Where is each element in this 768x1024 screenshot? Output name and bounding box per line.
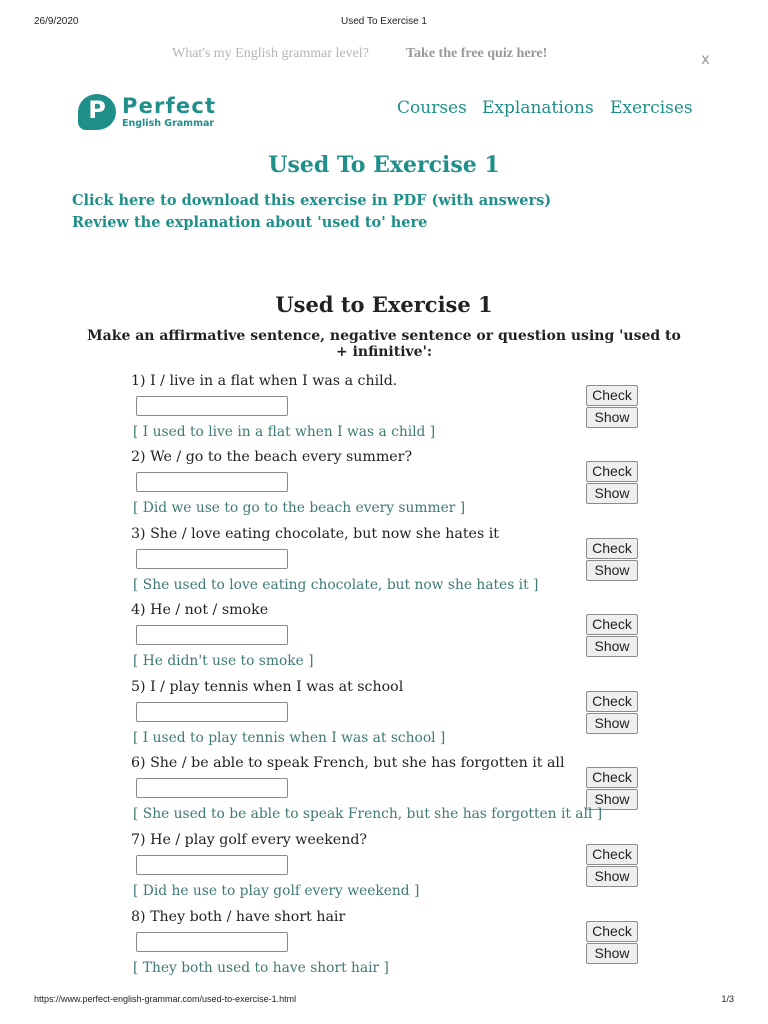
question-item: [0, 449, 768, 525]
nav-courses[interactable]: Courses: [397, 98, 467, 118]
check-button[interactable]: Check: [586, 461, 638, 482]
exercise-instructions: Make an affirmative sentence, negative sentence or question using 'used to + infinitive':: [87, 328, 681, 360]
question-prompt: 1) I / live in a flat when I was a child.: [131, 373, 398, 389]
show-button[interactable]: Show: [586, 866, 638, 887]
check-button[interactable]: Check: [586, 844, 638, 865]
check-button[interactable]: Check: [586, 385, 638, 406]
review-explanation-link[interactable]: Review the explanation about 'used to' here: [72, 214, 428, 231]
close-icon[interactable]: x: [701, 50, 710, 68]
question-prompt: 6) She / be able to speak French, but she has forgotten it all: [131, 755, 565, 771]
question-item: [0, 602, 768, 678]
question-prompt: 4) He / not / smoke: [131, 602, 269, 618]
show-button[interactable]: Show: [586, 560, 638, 581]
answer-input[interactable]: [136, 549, 288, 569]
question-prompt: 3) She / love eating chocolate, but now she hates it: [131, 526, 499, 542]
question-item: [0, 909, 768, 985]
check-button[interactable]: Check: [586, 538, 638, 559]
answer-input[interactable]: [136, 702, 288, 722]
answer-text: [ She used to love eating chocolate, but now she hates it ]: [133, 577, 539, 593]
print-url: https://www.perfect-english-grammar.com/used-to-exercise-1.html: [34, 994, 297, 1004]
answer-input[interactable]: [136, 855, 288, 875]
question-prompt: 8) They both / have short hair: [131, 909, 346, 925]
pdf-download-link[interactable]: Click here to download this exercise in PDF (with answers): [72, 192, 552, 209]
answer-text: [ Did we use to go to the beach every summer ]: [133, 500, 466, 516]
promo-banner: [0, 46, 768, 66]
resource-links: [72, 192, 551, 236]
question-item: [0, 755, 768, 831]
answer-text: [ He didn't use to smoke ]: [133, 653, 314, 669]
logo-subtitle: English Grammar: [122, 118, 215, 129]
check-button[interactable]: Check: [586, 614, 638, 635]
show-button[interactable]: Show: [586, 713, 638, 734]
answer-input[interactable]: [136, 472, 288, 492]
question-prompt: 2) We / go to the beach every summer?: [131, 449, 413, 465]
answer-text: [ They both used to have short hair ]: [133, 960, 389, 976]
show-button[interactable]: Show: [586, 483, 638, 504]
print-footer: [0, 994, 768, 1008]
promo-quiz-link[interactable]: Take the free quiz here!: [406, 46, 548, 61]
show-button[interactable]: Show: [586, 943, 638, 964]
question-item: [0, 679, 768, 755]
question-item: [0, 832, 768, 908]
question-prompt: 5) I / play tennis when I was at school: [131, 679, 404, 695]
print-doc-title: Used To Exercise 1: [341, 16, 427, 27]
nav-explanations[interactable]: Explanations: [482, 98, 594, 118]
page-title: Used To Exercise 1: [268, 152, 500, 178]
exercise-title: Used to Exercise 1: [275, 292, 493, 317]
check-button[interactable]: Check: [586, 691, 638, 712]
check-button[interactable]: Check: [586, 921, 638, 942]
answer-text: [ I used to play tennis when I was at school ]: [133, 730, 446, 746]
answer-text: [ Did he use to play golf every weekend ]: [133, 883, 420, 899]
answer-text: [ She used to be able to speak French, but she has forgotten it all ]: [133, 806, 603, 822]
show-button[interactable]: Show: [586, 636, 638, 657]
nav-exercises[interactable]: Exercises: [610, 98, 693, 118]
check-button[interactable]: Check: [586, 767, 638, 788]
question-prompt: 7) He / play golf every weekend?: [131, 832, 368, 848]
answer-input[interactable]: [136, 932, 288, 952]
show-button[interactable]: Show: [586, 407, 638, 428]
answer-input[interactable]: [136, 625, 288, 645]
promo-question[interactable]: What's my English grammar level?: [172, 46, 369, 61]
question-item: [0, 373, 768, 449]
answer-text: [ I used to live in a flat when I was a child ]: [133, 424, 436, 440]
print-header: [0, 16, 768, 30]
logo-p-icon: P: [78, 94, 116, 130]
site-logo[interactable]: [78, 94, 218, 134]
question-item: [0, 526, 768, 602]
answer-input[interactable]: [136, 396, 288, 416]
print-date: 26/9/2020: [34, 16, 79, 27]
print-page-number: 1/3: [721, 994, 734, 1004]
logo-word: Perfect: [122, 94, 217, 118]
show-button[interactable]: Show: [586, 789, 638, 810]
answer-input[interactable]: [136, 778, 288, 798]
